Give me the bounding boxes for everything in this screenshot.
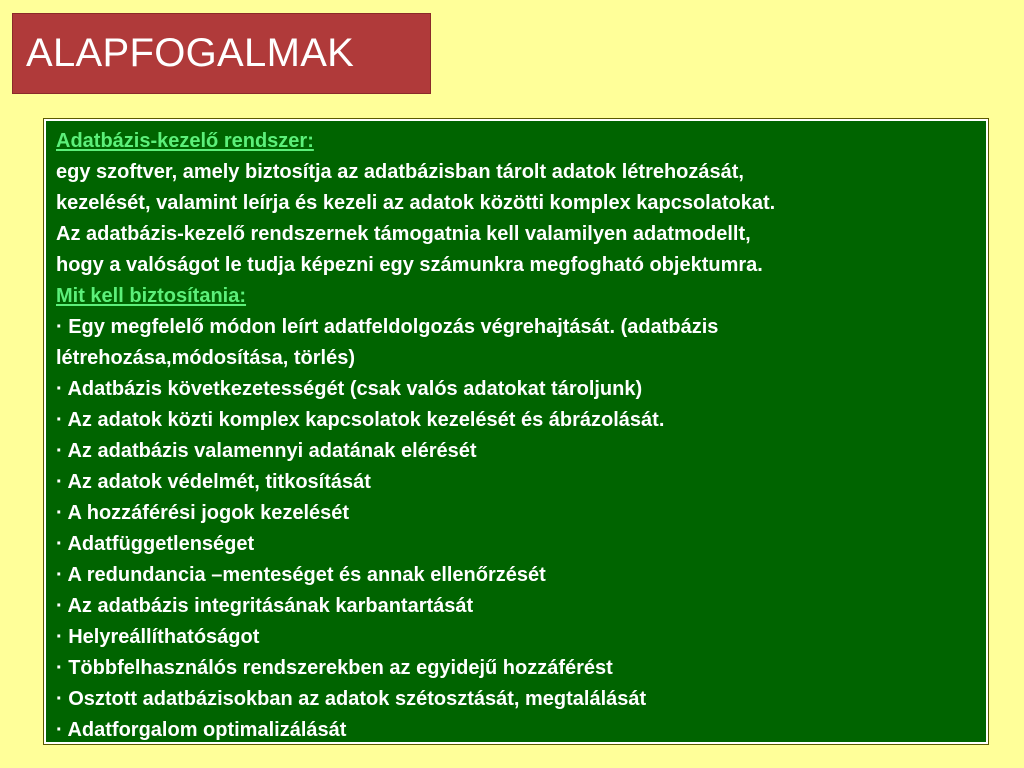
list-item-line: · Adatbázis következetességét (csak valós adatokat tároljunk) [56,378,643,400]
list-item-line: · Egy megfelelő módon leírt adatfeldolgozás végrehajtását. (adatbázis [56,316,719,338]
list-item [56,529,976,560]
definition-line: egy szoftver, amely biztosítja az adatbázisban tárolt adatok létrehozását, [56,161,744,183]
definition-line: hogy a valóságot le tudja képezni egy számunkra megfogható objektumra. [56,254,763,276]
list-item [56,622,976,653]
list-item-line: · A redundancia –menteséget és annak ellenőrzését [56,564,546,586]
section-heading-requirements: Mit kell biztosítania: [56,285,247,307]
definition-line: Az adatbázis-kezelő rendszernek támogatnia kell valamilyen adatmodellt, [56,223,751,245]
list-item-line: · Többfelhasználós rendszerekben az egyidejű hozzáférést [56,657,613,679]
list-item-line: · A hozzáférési jogok kezelését [56,502,350,524]
list-item-line: · Az adatok védelmét, titkosítását [56,471,371,493]
list-item-line: · Adatforgalom optimalizálását [56,719,347,741]
list-item-line: · Osztott adatbázisokban az adatok szétosztását, megtalálását [56,688,647,710]
list-item [56,591,976,622]
slide-title: ALAPFOGALMAK [26,31,355,75]
list-item [56,405,976,436]
list-item-line: · Az adatok közti komplex kapcsolatok kezelését és ábrázolását. [56,409,665,431]
list-item-line: létrehozása,módosítása, törlés) [56,347,355,369]
list-item [56,467,976,498]
list-item [56,560,976,591]
slide-title-box [12,13,431,94]
list-item-line: · Az adatbázis valamennyi adatának elérését [56,440,477,462]
list-item [56,684,976,715]
list-item [56,436,976,467]
list-item [56,653,976,684]
list-item [56,312,976,374]
list-item-line: · Az adatbázis integritásának karbantartását [56,595,474,617]
definition-line: kezelését, valamint leírja és kezeli az adatok közötti komplex kapcsolatokat. [56,192,776,214]
list-item-line: · Helyreállíthatóságot [56,626,260,648]
section-heading-dbms: Adatbázis-kezelő rendszer: [56,130,314,152]
content-panel [44,119,988,744]
list-item [56,374,976,405]
requirements-list [56,312,976,746]
list-item [56,498,976,529]
dbms-definition [56,157,976,281]
list-item [56,715,976,746]
list-item-line: · Adatfüggetlenséget [56,533,255,555]
